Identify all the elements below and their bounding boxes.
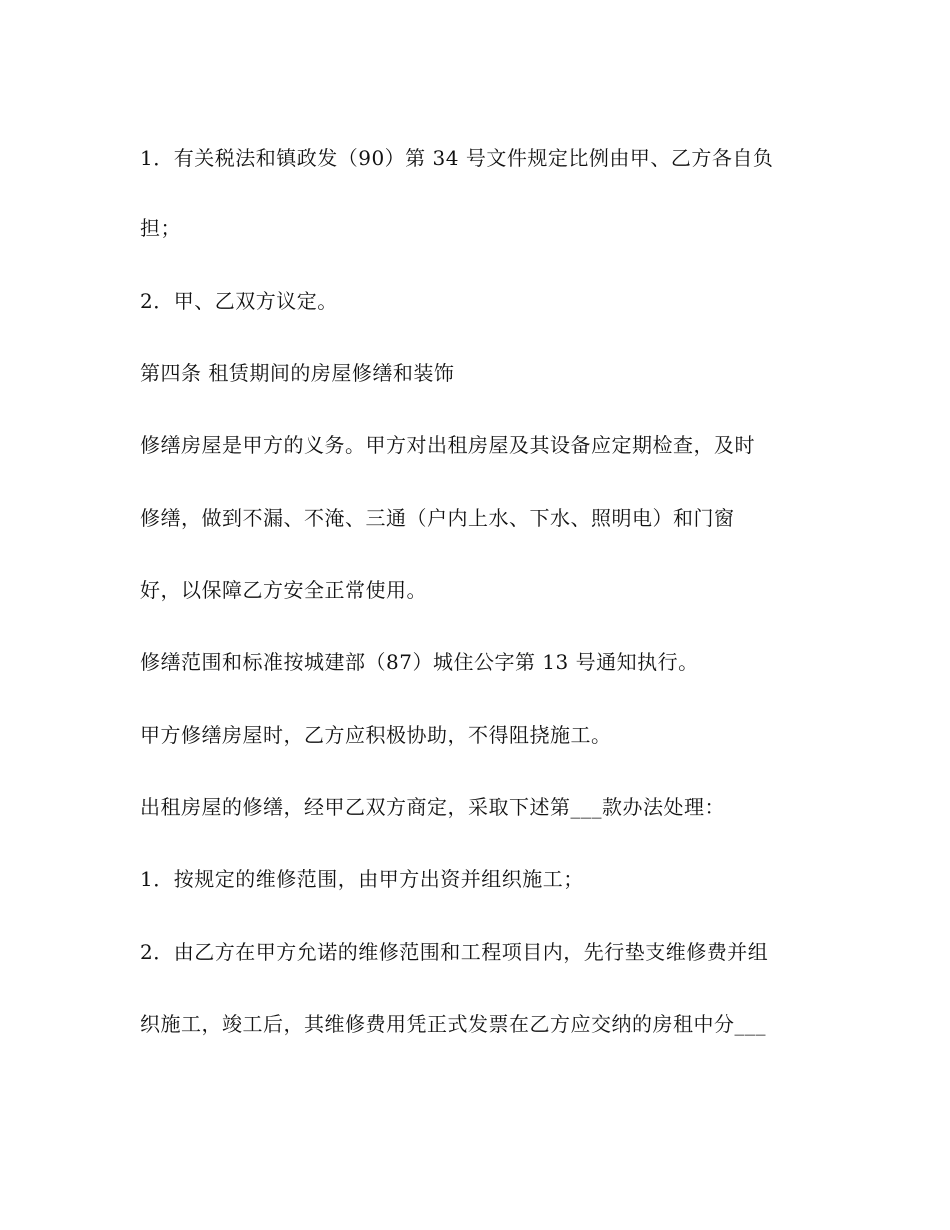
text-line-10: 出租房屋的修缮，经甲乙双方商定，采取下述第___款办法处理： (140, 795, 725, 819)
text-line-5: 修缮房屋是甲方的义务。甲方对出租房屋及其设备应定期检查，及时 (140, 433, 755, 457)
text-line-11: 1．按规定的维修范围，由甲方出资并组织施工； (140, 867, 584, 891)
text-line-13: 织施工，竣工后，其维修费用凭正式发票在乙方应交纳的房租中分___ (140, 1012, 766, 1036)
text-line-9: 甲方修缮房屋时，乙方应积极协助，不得阻挠施工。 (140, 723, 612, 747)
text-line-8: 修缮范围和标准按城建部（87）城住公字第 13 号通知执行。 (140, 650, 699, 674)
text-line-1: 1．有关税法和镇政发（90）第 34 号文件规定比例由甲、乙方各自负 (140, 146, 774, 170)
text-line-6: 修缮，做到不漏、不淹、三通（户内上水、下水、照明电）和门窗 (140, 506, 735, 530)
text-line-7: 好，以保障乙方安全正常使用。 (140, 578, 427, 602)
text-line-2: 担； (140, 216, 181, 240)
text-line-3: 2．甲、乙双方议定。 (140, 289, 338, 313)
text-line-12: 2．由乙方在甲方允诺的维修范围和工程项目内，先行垫支维修费并组 (140, 940, 769, 964)
section-heading: 第四条 租赁期间的房屋修缮和装饰 (140, 361, 455, 385)
